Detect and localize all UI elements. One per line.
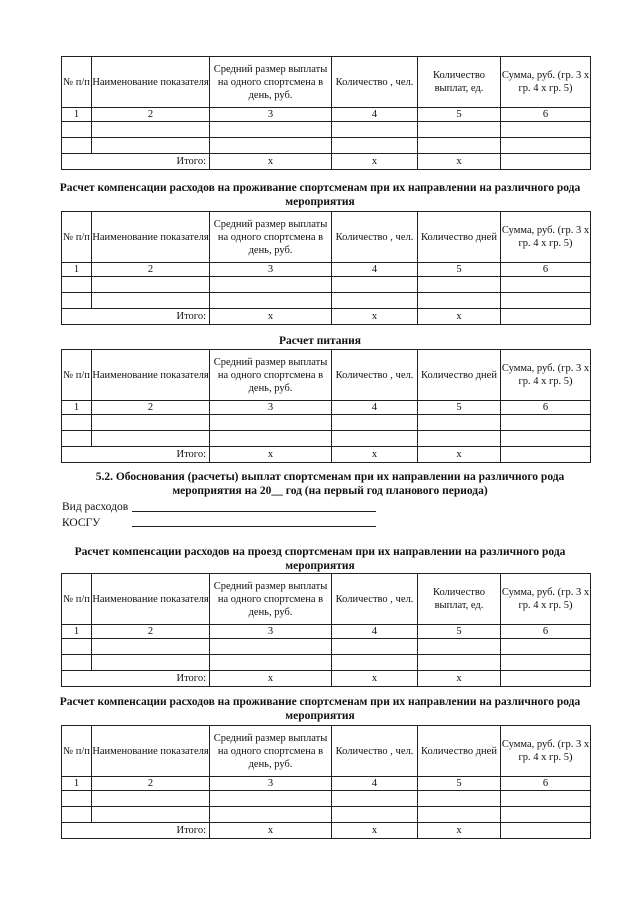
travel-table-2 — [61, 573, 591, 687]
table-row — [62, 791, 591, 807]
header-name: Наименование показателя — [92, 212, 210, 263]
header-qty-people: Количество , чел. — [332, 57, 418, 108]
travel-table-1 — [61, 56, 591, 170]
x-mark: х — [332, 309, 418, 325]
table-row — [62, 138, 591, 154]
header-qty-people: Количество , чел. — [332, 574, 418, 625]
x-mark: х — [210, 447, 332, 463]
col-number: 3 — [210, 263, 332, 277]
x-mark: х — [210, 671, 332, 687]
total-label: Итого: — [62, 154, 210, 170]
table-row — [62, 639, 591, 655]
header-num: № п/п — [62, 726, 92, 777]
total-row — [62, 823, 591, 839]
food-table — [61, 349, 591, 463]
header-avg-payment: Средний размер выплаты на одного спортсмена в день, руб. — [210, 57, 332, 108]
col-number: 3 — [210, 625, 332, 639]
x-mark: х — [210, 309, 332, 325]
header-sum: Сумма, руб. (гр. 3 х гр. 4 х гр. 5) — [501, 350, 591, 401]
x-mark: х — [332, 154, 418, 170]
total-label: Итого: — [62, 309, 210, 325]
header-avg-payment: Средний размер выплаты на одного спортсмена в день, руб. — [210, 574, 332, 625]
col-number: 1 — [62, 777, 92, 791]
col-number: 5 — [418, 108, 501, 122]
header-name: Наименование показателя — [92, 574, 210, 625]
header-num: № п/п — [62, 574, 92, 625]
header-num: № п/п — [62, 212, 92, 263]
header-num: № п/п — [62, 57, 92, 108]
section-title: Расчет питания — [278, 335, 362, 347]
col-number: 3 — [210, 401, 332, 415]
section-title: Расчет компенсации расходов на проезд спортсменам при их направлении на различного рода мероприятия — [74, 546, 566, 572]
table-row — [62, 655, 591, 671]
x-mark: х — [418, 154, 501, 170]
section-title: Расчет компенсации расходов на проживание спортсменам при их направлении на различного рода мероприятия — [59, 696, 581, 722]
total-label: Итого: — [62, 823, 210, 839]
col-number: 2 — [92, 401, 210, 415]
header-qty-people: Количество , чел. — [332, 726, 418, 777]
header-num: № п/п — [62, 350, 92, 401]
table-row — [62, 277, 591, 293]
expense-type-label: Вид расходов — [62, 501, 129, 513]
header-qty-payments: Количество выплат, ед. — [418, 574, 501, 625]
col-number: 1 — [62, 108, 92, 122]
col-number: 1 — [62, 263, 92, 277]
col-number: 6 — [501, 263, 591, 277]
col-number: 2 — [92, 625, 210, 639]
x-mark: х — [210, 823, 332, 839]
header-qty-days: Количество дней — [418, 212, 501, 263]
accommodation-table-1 — [61, 211, 591, 325]
col-number: 2 — [92, 777, 210, 791]
header-qty-days: Количество дней — [418, 726, 501, 777]
col-number: 4 — [332, 108, 418, 122]
x-mark: х — [332, 671, 418, 687]
header-sum: Сумма, руб. (гр. 3 х гр. 4 х гр. 5) — [501, 574, 591, 625]
col-number: 4 — [332, 777, 418, 791]
total-row — [62, 154, 591, 170]
header-avg-payment: Средний размер выплаты на одного спортсмена в день, руб. — [210, 350, 332, 401]
col-number: 1 — [62, 401, 92, 415]
section-heading: 5.2. Обоснования (расчеты) выплат спортсменам при их направлении на различного рода мероприятия на 20__ год (на первый год планового периода) — [95, 471, 565, 497]
x-mark: х — [332, 823, 418, 839]
x-mark: х — [418, 309, 501, 325]
header-sum: Сумма, руб. (гр. 3 х гр. 4 х гр. 5) — [501, 726, 591, 777]
kosgu-line — [132, 526, 376, 527]
total-row — [62, 309, 591, 325]
header-avg-payment: Средний размер выплаты на одного спортсмена в день, руб. — [210, 212, 332, 263]
table-row — [62, 807, 591, 823]
col-number: 5 — [418, 625, 501, 639]
total-label: Итого: — [62, 447, 210, 463]
header-sum: Сумма, руб. (гр. 3 х гр. 4 х гр. 5) — [501, 57, 591, 108]
col-number: 3 — [210, 108, 332, 122]
header-name: Наименование показателя — [92, 350, 210, 401]
table-row — [62, 415, 591, 431]
section-title: Расчет компенсации расходов на проживание спортсменам при их направлении на различного рода мероприятия — [59, 182, 581, 208]
header-name: Наименование показателя — [92, 726, 210, 777]
header-qty-days: Количество дней — [418, 350, 501, 401]
x-mark: х — [210, 154, 332, 170]
x-mark: х — [332, 447, 418, 463]
kosgu-label: КОСГУ — [62, 517, 101, 529]
total-row — [62, 447, 591, 463]
header-qty-people: Количество , чел. — [332, 212, 418, 263]
table-row — [62, 293, 591, 309]
header-avg-payment: Средний размер выплаты на одного спортсмена в день, руб. — [210, 726, 332, 777]
col-number: 5 — [418, 777, 501, 791]
header-sum: Сумма, руб. (гр. 3 х гр. 4 х гр. 5) — [501, 212, 591, 263]
header-qty-people: Количество , чел. — [332, 350, 418, 401]
x-mark: х — [418, 823, 501, 839]
x-mark: х — [418, 671, 501, 687]
col-number: 4 — [332, 401, 418, 415]
col-number: 6 — [501, 401, 591, 415]
table-row — [62, 122, 591, 138]
total-row — [62, 671, 591, 687]
col-number: 1 — [62, 625, 92, 639]
col-number: 2 — [92, 108, 210, 122]
col-number: 6 — [501, 108, 591, 122]
col-number: 4 — [332, 625, 418, 639]
col-number: 6 — [501, 625, 591, 639]
header-name: Наименование показателя — [92, 57, 210, 108]
table-row — [62, 431, 591, 447]
accommodation-table-2 — [61, 725, 591, 839]
total-label: Итого: — [62, 671, 210, 687]
col-number: 5 — [418, 401, 501, 415]
header-qty-payments: Количество выплат, ед. — [418, 57, 501, 108]
x-mark: х — [418, 447, 501, 463]
col-number: 6 — [501, 777, 591, 791]
col-number: 2 — [92, 263, 210, 277]
col-number: 5 — [418, 263, 501, 277]
col-number: 4 — [332, 263, 418, 277]
col-number: 3 — [210, 777, 332, 791]
expense-type-line — [132, 511, 376, 512]
